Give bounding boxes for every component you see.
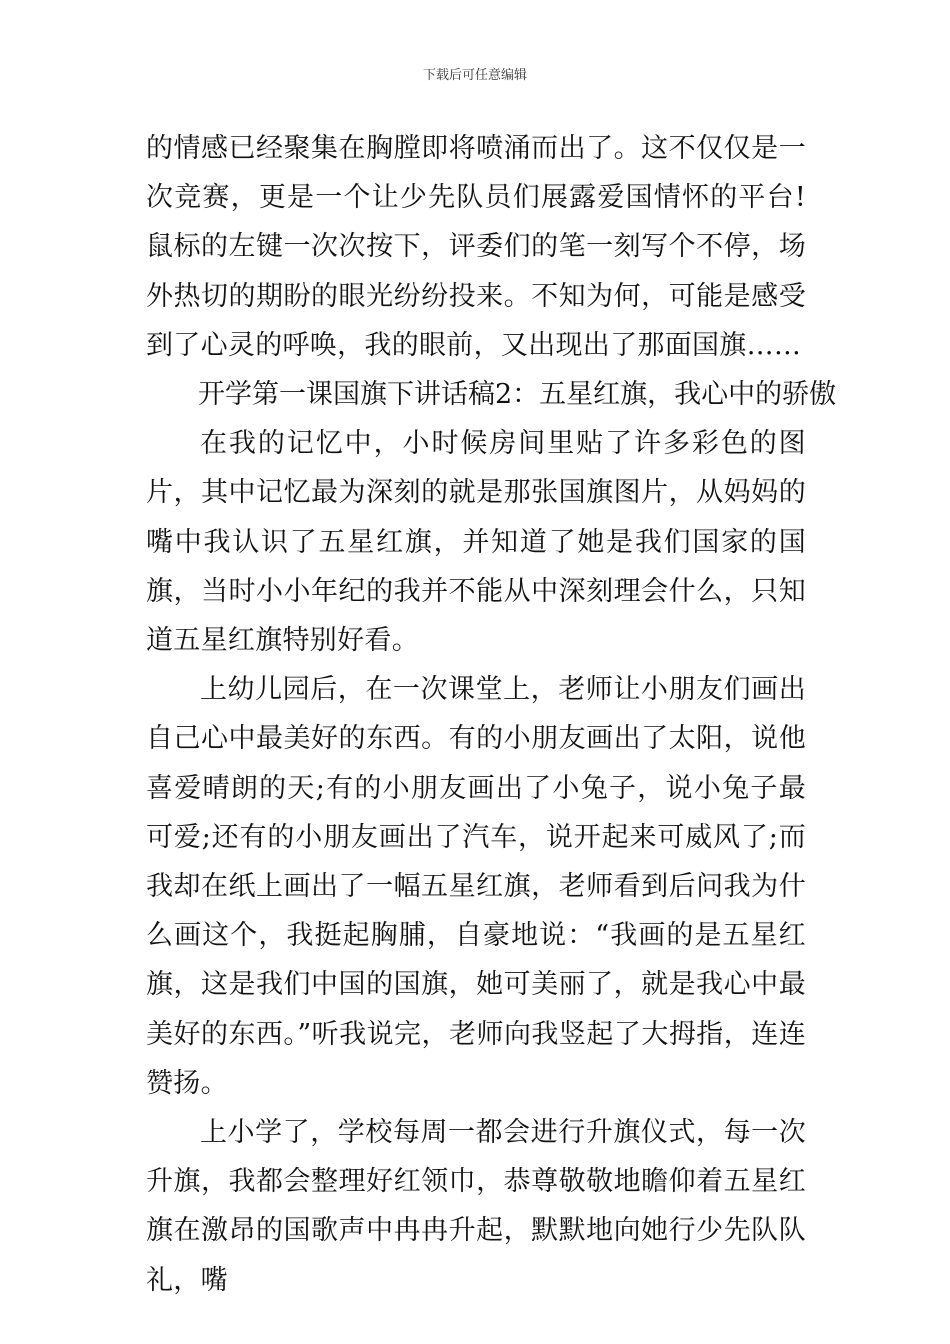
section-title: 开学第一课国旗下讲话稿2：五星红旗，我心中的骄傲	[198, 379, 837, 411]
paragraph-kindergarten: 上幼儿园后，在一次课堂上，老师让小朋友们画出自己心中最美好的东西。有的小朋友画出了太阳，说他喜爱晴朗的天;有的小朋友画出了小兔子，说小兔子最可爱;还有的小朋友画出了汽车，说开起来可威风了;而我却在纸上画出了一幅五星红旗，老师看到后问我为什么画这个，我挺起胸脯，自豪地说：“我画的是五星红旗，这是我们中国的国旗，她可美丽了，就是我心中最美好的东西。”听我说完，老师向我竖起了大拇指，连连赞扬。	[146, 674, 806, 1099]
paragraph-memory: 在我的记忆中，小时候房间里贴了许多彩色的图片，其中记忆最为深刻的就是那张国旗图片，从妈妈的嘴中我认识了五星红旗，并知道了她是我们国家的国旗，当时小小年纪的我并不能从中深刻理会什么，只知道五星红旗特别好看。	[146, 428, 806, 657]
paragraph-primary-school: 上小学了，学校每周一都会进行升旗仪式，每一次升旗，我都会整理好红领巾，恭尊敬敬地瞻仰着五星红旗在激昂的国歌声中冉冉升起，默默地向她行少先队队礼，嘴	[146, 1117, 806, 1296]
page-header: 下载后可任意编辑	[422, 68, 527, 83]
paragraph-continued: 的情感已经聚集在胸膛即将喷涌而出了。这不仅仅是一次竞赛，更是一个让少先队员们展露爱国情怀的平台!鼠标的左键一次次按下，评委们的笔一刻写个不停，场外热切的期盼的眼光纷纷投来。不知为何，可能是感受到了心灵的呼唤，我的眼前，又出现出了那面国旗……	[146, 133, 806, 361]
document-body	[146, 124, 837, 1305]
